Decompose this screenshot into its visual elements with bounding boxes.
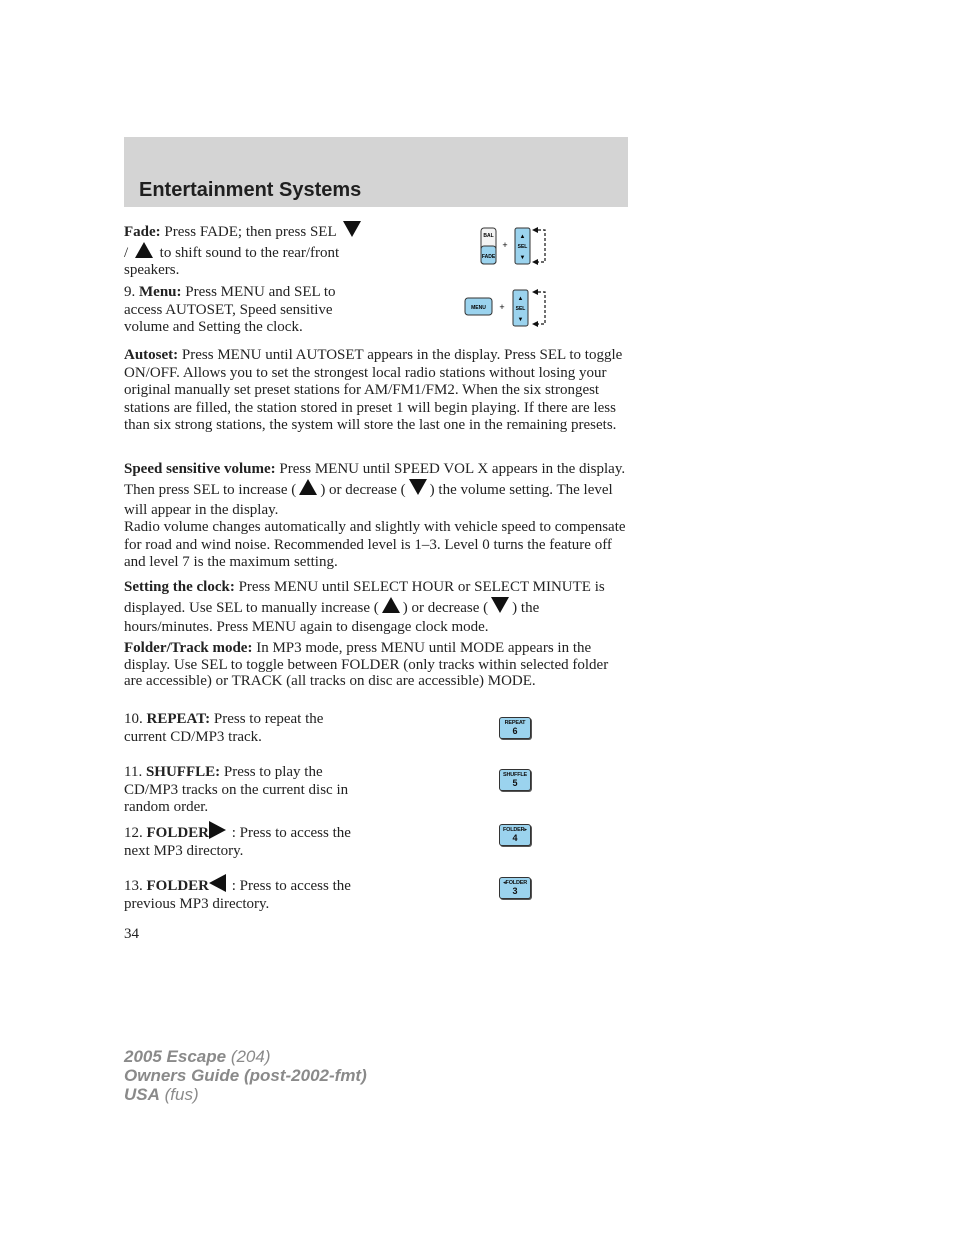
page-title: Entertainment Systems [139, 179, 362, 201]
folder-prev-3-button [499, 877, 531, 899]
folder-prev-text: : Press to access the previous MP3 directory. [124, 878, 351, 912]
speed-volume-text-4: Radio volume changes automatically and slightly with vehicle speed to compensate for road and wind noise. Recommended level is 1–3. Level 0 turns the feature off and level 7 is the maximum setting. [124, 519, 626, 570]
footer-line-1 [124, 1047, 367, 1066]
folder-prev-button-label: ◂FOLDER [503, 880, 527, 886]
folder-next-paragraph [124, 821, 369, 860]
folder-prev-paragraph [124, 874, 369, 913]
shuffle-button-number: 5 [512, 778, 518, 788]
shuffle-button-label: SHUFFLE [503, 772, 527, 778]
sel-down-arrow: ▼ [517, 317, 524, 323]
fade-text-2: to shift sound to the rear/front speakers. [124, 244, 340, 278]
shuffle-text: Press to play the CD/MP3 tracks on the current disc in random order. [124, 764, 349, 815]
clock-text-2: ) or decrease ( [402, 600, 489, 616]
footer-line-2 [124, 1066, 367, 1085]
sel-up-arrow: ▲ [519, 234, 526, 240]
menu-paragraph [124, 284, 369, 337]
repeat-text: Press to repeat the current CD/MP3 track. [124, 711, 324, 745]
up-arrow-icon [299, 479, 317, 495]
shuffle-number: 11. [124, 764, 146, 780]
document-footer [124, 1047, 367, 1104]
up-arrow-icon [382, 597, 400, 613]
repeat-button-number: 6 [512, 726, 518, 736]
autoset-text: Press MENU until AUTOSET appears in the display. Press SEL to toggle ON/OFF. Allows you to set the strongest local radio stations without losing your original manually set preset stations for AM/FM1/FM2. When the six strongest stations are filled, the station stored in preset 1 will begin playing. If there are less than six strong stations, the system will store the last one in the remaining presets. [124, 347, 623, 433]
sel-down-arrow: ▼ [519, 255, 526, 261]
bal-label: BAL [483, 233, 494, 239]
shuffle-label: SHUFFLE: [145, 764, 221, 780]
clock-label: Setting the clock: [124, 579, 235, 595]
menu-icon-label: MENU [471, 305, 486, 311]
repeat-button-label: REPEAT [504, 720, 526, 726]
footer-model-code: (204) [226, 1047, 271, 1066]
autoset-label: Autoset: [124, 347, 179, 363]
clock-paragraph [124, 578, 629, 637]
shuffle-5-button [499, 769, 531, 791]
fade-icon-label: FADE [481, 254, 496, 260]
speed-volume-label: Speed sensitive volume: [124, 461, 276, 477]
autoset-paragraph [124, 347, 629, 435]
fade-label: Fade: [124, 224, 161, 240]
shuffle-paragraph [124, 764, 364, 817]
fade-slash: / [124, 244, 132, 261]
right-arrow-icon [209, 821, 226, 839]
folder-track-label: Folder/Track mode: [124, 640, 253, 656]
clock-text-3: ) the hours/minutes. Press MENU again to disengage clock mode. [124, 600, 540, 635]
footer-market: USA [124, 1085, 160, 1104]
fade-paragraph [124, 221, 369, 280]
footer-line-3 [124, 1085, 367, 1104]
footer-model: 2005 Escape [124, 1047, 227, 1066]
section-header [124, 137, 628, 207]
repeat-number: 10. [124, 711, 147, 727]
sel-up-arrow: ▲ [517, 296, 524, 302]
sel-label: SEL [515, 306, 526, 312]
folder-next-4-button [499, 824, 531, 846]
down-arrow-icon [491, 597, 509, 613]
folder-next-label: FOLDER [146, 825, 210, 841]
folder-next-button-label: FOLDER▸ [503, 827, 527, 833]
folder-prev-label: FOLDER [146, 878, 210, 894]
folder-next-text: : Press to access the next MP3 directory. [124, 825, 351, 859]
repeat-paragraph [124, 711, 369, 746]
repeat-6-button [499, 717, 531, 739]
repeat-label: REPEAT: [146, 711, 211, 727]
speed-volume-note [124, 519, 629, 572]
folder-next-number: 12. [124, 825, 147, 841]
page-number: 34 [124, 926, 139, 942]
left-arrow-icon [209, 874, 226, 892]
menu-text: Press MENU and SEL to access AUTOSET, Speed sensitive volume and Setting the clock. [124, 284, 336, 335]
down-arrow-icon [409, 479, 427, 495]
menu-label: Menu: [139, 284, 182, 300]
plus-sign: + [499, 302, 505, 312]
menu-sel-diagram [462, 286, 550, 330]
folder-track-text: In MP3 mode, press MENU until MODE appears in the display. Use SEL to toggle between FOLDER (only tracks within selected folder are accessible) or TRACK (all tracks on disc are accessible) MODE. [124, 640, 609, 689]
folder-prev-button-number: 3 [512, 886, 518, 896]
clock-text-1: Press MENU until SELECT HOUR or SELECT MINUTE is displayed. Use SEL to manually increase ( [124, 579, 605, 616]
speed-volume-paragraph [124, 459, 629, 520]
down-arrow-icon [343, 221, 361, 237]
folder-next-button-number: 4 [512, 833, 518, 843]
footer-market-code: (fus) [159, 1085, 199, 1104]
sel-label: SEL [517, 244, 528, 250]
up-arrow-icon [135, 242, 153, 258]
plus-sign: + [502, 240, 508, 250]
speed-volume-text-1: Press MENU until SPEED VOL X appears in the display. Then press SEL to increase ( [124, 461, 626, 498]
speed-volume-text-2: ) or decrease ( [320, 482, 406, 498]
footer-guide: Owners Guide (post-2002-fmt) [124, 1066, 367, 1085]
bal-fade-sel-diagram [478, 224, 550, 268]
folder-track-paragraph [124, 640, 629, 690]
menu-number: 9. [124, 284, 139, 300]
speed-volume-text-3: ) the volume setting. The level will appear in the display. [124, 482, 613, 518]
fade-text-1: Press FADE; then press SEL [160, 224, 340, 240]
folder-prev-number: 13. [124, 878, 147, 894]
